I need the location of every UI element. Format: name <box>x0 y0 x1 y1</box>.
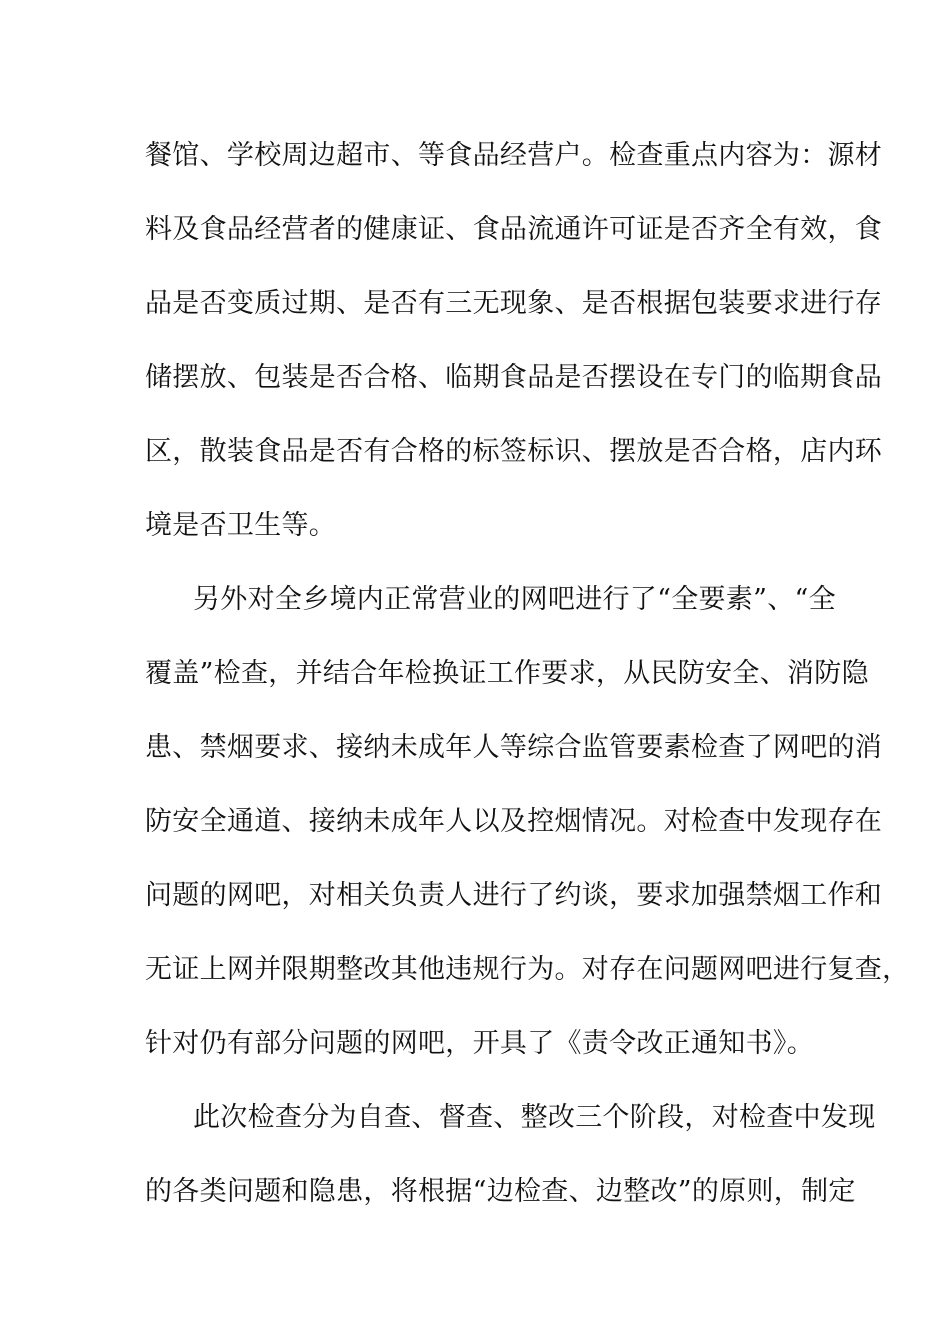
document-body <box>145 128 910 1238</box>
text-line: 餐馆、学校周边超市、等食品经营户。检查重点内容为：源材 <box>145 140 883 171</box>
paragraph-first-line: 此次检查分为自查、督查、整改三个阶段，对检查中发现 <box>193 1102 876 1133</box>
text-line: 问题的网吧，对相关负责人进行了约谈，要求加强禁烟工作和 <box>145 880 883 911</box>
text-line: 储摆放、包装是否合格、临期食品是否摆设在专门的临期食品 <box>145 362 883 393</box>
text-line: 针对仍有部分问题的网吧，开具了《责令改正通知书》。 <box>145 1028 814 1059</box>
text-line: 防安全通道、接纳未成年人以及控烟情况。对检查中发现存在 <box>145 806 883 837</box>
text-line: 无证上网并限期整改其他违规行为。对存在问题网吧进行复查， <box>145 954 910 985</box>
text-line: 品是否变质过期、是否有三无现象、是否根据包装要求进行存 <box>145 288 883 319</box>
text-line: 区，散装食品是否有合格的标签标识、摆放是否合格，店内环 <box>145 436 883 467</box>
paragraph-first-line: 另外对全乡境内正常营业的网吧进行了“全要素”、“全 <box>193 584 836 615</box>
text-line: 境是否卫生等。 <box>145 510 337 541</box>
text-line: 覆盖”检查，并结合年检换证工作要求，从民防安全、消防隐 <box>145 658 869 689</box>
text-line: 的各类问题和隐患，将根据“边检查、边整改”的原则，制定 <box>145 1176 856 1207</box>
text-line: 料及食品经营者的健康证、食品流通许可证是否齐全有效，食 <box>145 214 883 245</box>
text-line: 患、禁烟要求、接纳未成年人等综合监管要素检查了网吧的消 <box>145 732 883 763</box>
